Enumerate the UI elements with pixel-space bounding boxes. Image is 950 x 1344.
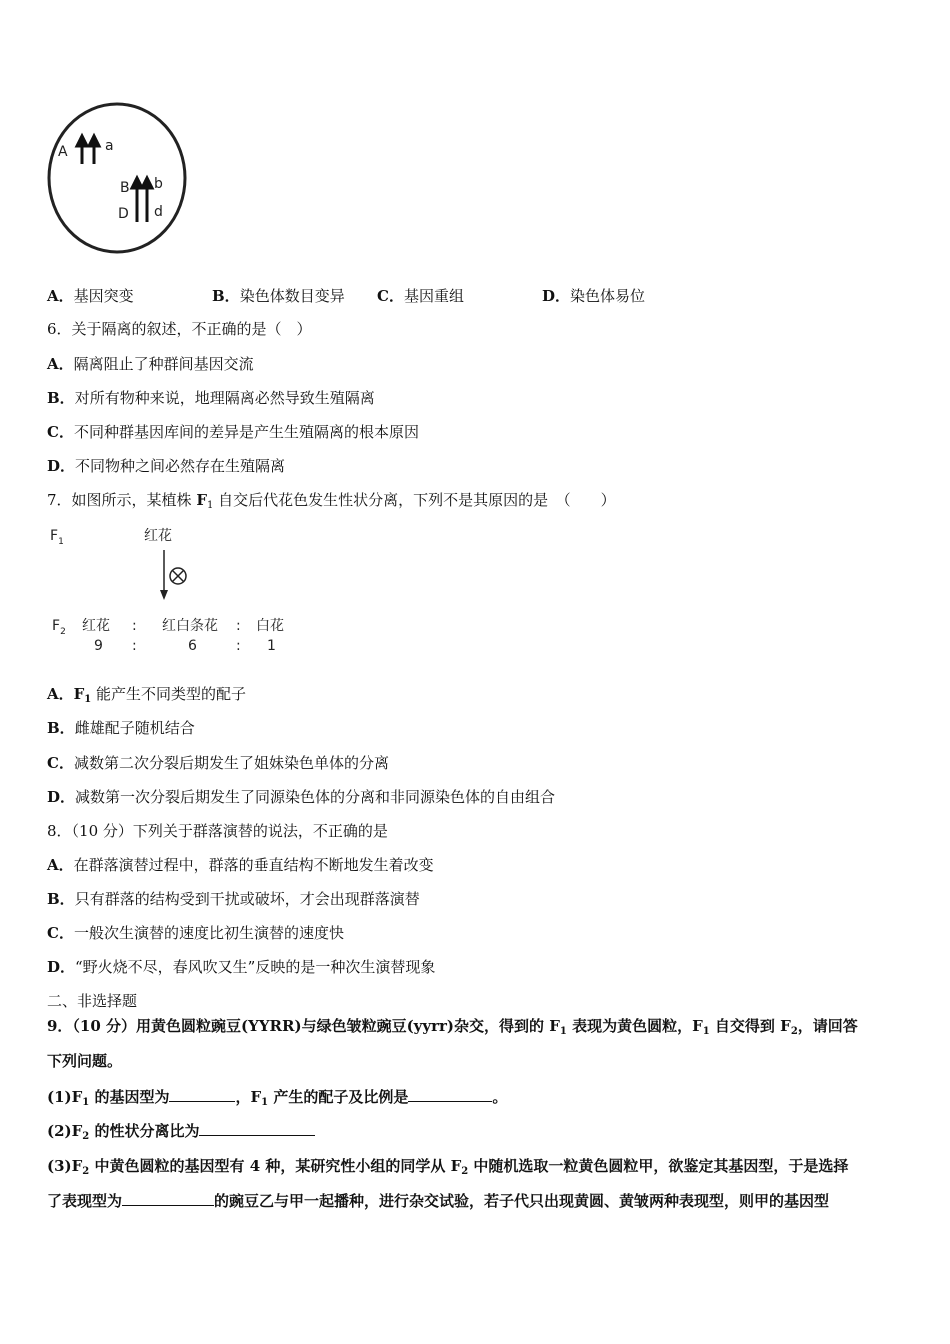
f2-phenotype-2: 红白条花 (162, 618, 218, 634)
q6-option-a[interactable]: A．隔离阻止了种群间基因交流 (47, 355, 254, 373)
q8-option-a[interactable]: A．在群落演替过程中，群落的垂直结构不断地发生着改变 (47, 856, 434, 874)
q7-option-c[interactable]: C．减数第二次分裂后期发生了姐妹染色单体的分离 (47, 754, 389, 772)
q8-option-c[interactable]: C．一般次生演替的速度比初生演替的速度快 (47, 924, 344, 942)
q7-stem: 7．如图所示，某植株 $F_1$ 自交后代花色发生性状分离，下列不是其原因的是 （ ） (47, 491, 616, 511)
q5-option-d[interactable]: D．染色体易位 (542, 287, 646, 305)
q9-part3-line2: 了表现型为 的豌豆乙与甲一起播种，进行杂交试验，若子代只出现黄圆、黄皱两种表现型，则甲的基因型 (47, 1192, 830, 1210)
colon-1: : (132, 618, 137, 634)
q9-stem: 9．（10 分）用黄色圆粒豌豆(YYRR)与绿色皱粒豌豆(yyrr)杂交，得到的 $F_1$ 表现为黄色圆粒，$F_1$ 自交得到 $F_2$，请回答 (47, 1017, 858, 1037)
chromosome-pair-1 (77, 136, 99, 164)
allele-D-label: D (118, 206, 129, 222)
q7-option-d[interactable]: D．减数第一次分裂后期发生了同源染色体的分离和非同源染色体的自由组合 (47, 788, 556, 806)
self-cross-icon (170, 568, 186, 584)
section-heading: 二、非选择题 (47, 992, 138, 1010)
answer-blank[interactable] (169, 1087, 235, 1102)
f1-label: $F_1$ (50, 528, 64, 547)
allele-d-label: d (154, 204, 163, 220)
f1-phenotype: 红花 (144, 528, 172, 544)
q5-option-b[interactable]: B．染色体数目变异 (212, 287, 345, 305)
answer-blank[interactable] (408, 1087, 492, 1102)
q7-option-b[interactable]: B．雌雄配子随机结合 (47, 719, 195, 737)
chromosome-pair-2 (132, 178, 152, 222)
q9-part3: $(3)F_2$ 中黄色圆粒的基因型有 4 种，某研究性小组的同学从 $F_2$ 中随机选取一粒黄色圆粒甲，欲鉴定其基因型，于是选择 (47, 1157, 849, 1177)
allele-a-label: a (105, 138, 114, 154)
q9-part1: $(1)F_1$ 的基因型为 ，$F_1$ 产生的配子及比例是 。 (47, 1088, 508, 1108)
f2-phenotype-1: 红花 (82, 618, 110, 634)
q8-stem: 8．（10 分）下列关于群落演替的说法，不正确的是 (47, 822, 388, 840)
q7-option-a[interactable]: A．$F_1$ 能产生不同类型的配子 (47, 685, 247, 705)
flower-cross-figure (44, 520, 294, 660)
allele-b-label: b (154, 176, 163, 192)
q6-option-c[interactable]: C．不同种群基因库间的差异是产生生殖隔离的根本原因 (47, 423, 419, 441)
q6-option-d[interactable]: D．不同物种之间必然存在生殖隔离 (47, 457, 286, 475)
f2-phenotype-3: 白花 (256, 618, 284, 634)
q5-option-c[interactable]: C．基因重组 (377, 287, 464, 305)
ratio-3: 1 (267, 638, 276, 654)
q8-option-b[interactable]: B．只有群落的结构受到干扰或破坏，才会出现群落演替 (47, 890, 420, 908)
q9-part2: $(2)F_2$ 的性状分离比为 (47, 1121, 315, 1147)
q5-option-a[interactable]: A．基因突变 (47, 287, 134, 305)
colon-2: : (236, 618, 241, 634)
chromosome-cell-figure (44, 100, 190, 256)
ratio-2: 6 (188, 638, 197, 654)
colon-3: : (132, 638, 137, 654)
q8-option-d[interactable]: D．“野火烧不尽，春风吹又生”反映的是一种次生演替现象 (47, 958, 436, 976)
q5-options (47, 286, 645, 306)
answer-blank[interactable] (199, 1121, 315, 1136)
answer-blank[interactable] (122, 1191, 214, 1206)
allele-A-label: A (58, 144, 68, 160)
q6-option-b[interactable]: B．对所有物种来说，地理隔离必然导致生殖隔离 (47, 389, 375, 407)
ratio-1: 9 (94, 638, 103, 654)
allele-B-label: B (120, 180, 130, 196)
q9-stem-line2: 下列问题。 (47, 1052, 123, 1070)
colon-4: : (236, 638, 241, 654)
f2-label: $F_2$ (52, 618, 66, 637)
q6-stem: 6．关于隔离的叙述，不正确的是（ ） (47, 320, 312, 338)
cell-outline (49, 104, 185, 252)
